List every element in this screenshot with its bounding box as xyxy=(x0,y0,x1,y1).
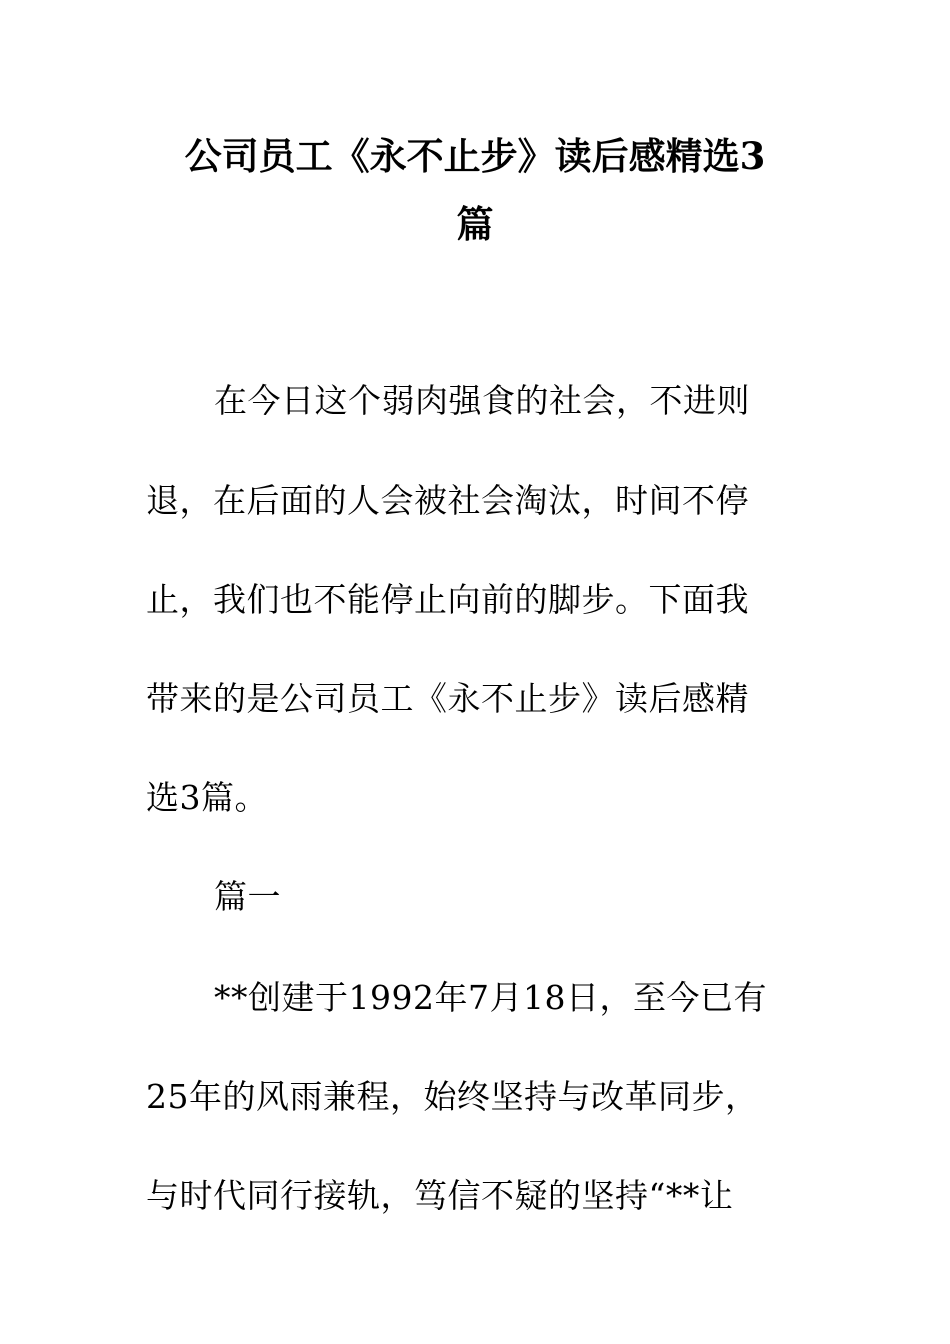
paragraph-line: 25年的风雨兼程，始终坚持与改革同步， xyxy=(146,1077,759,1116)
section-heading: 篇一 xyxy=(214,877,281,916)
paragraph-line: 退，在后面的人会被社会淘汰，时间不停 xyxy=(146,481,749,520)
paragraph-line: 选3篇。 xyxy=(146,778,268,817)
paragraph-line: 在今日这个弱肉强食的社会，不进则 xyxy=(214,381,750,420)
paragraph-line: 与时代同行接轨，笃信不疑的坚持“**让 xyxy=(146,1176,734,1215)
paragraph-line: **创建于1992年7月18日，至今已有 xyxy=(214,978,767,1017)
paragraph-line: 止，我们也不能停止向前的脚步。下面我 xyxy=(146,580,749,619)
paragraph-line: 带来的是公司员工《永不止步》读后感精 xyxy=(146,679,749,718)
document-title-line-1: 公司员工《永不止步》读后感精选3 xyxy=(184,134,766,178)
document-title-line-2: 篇 xyxy=(456,202,494,246)
